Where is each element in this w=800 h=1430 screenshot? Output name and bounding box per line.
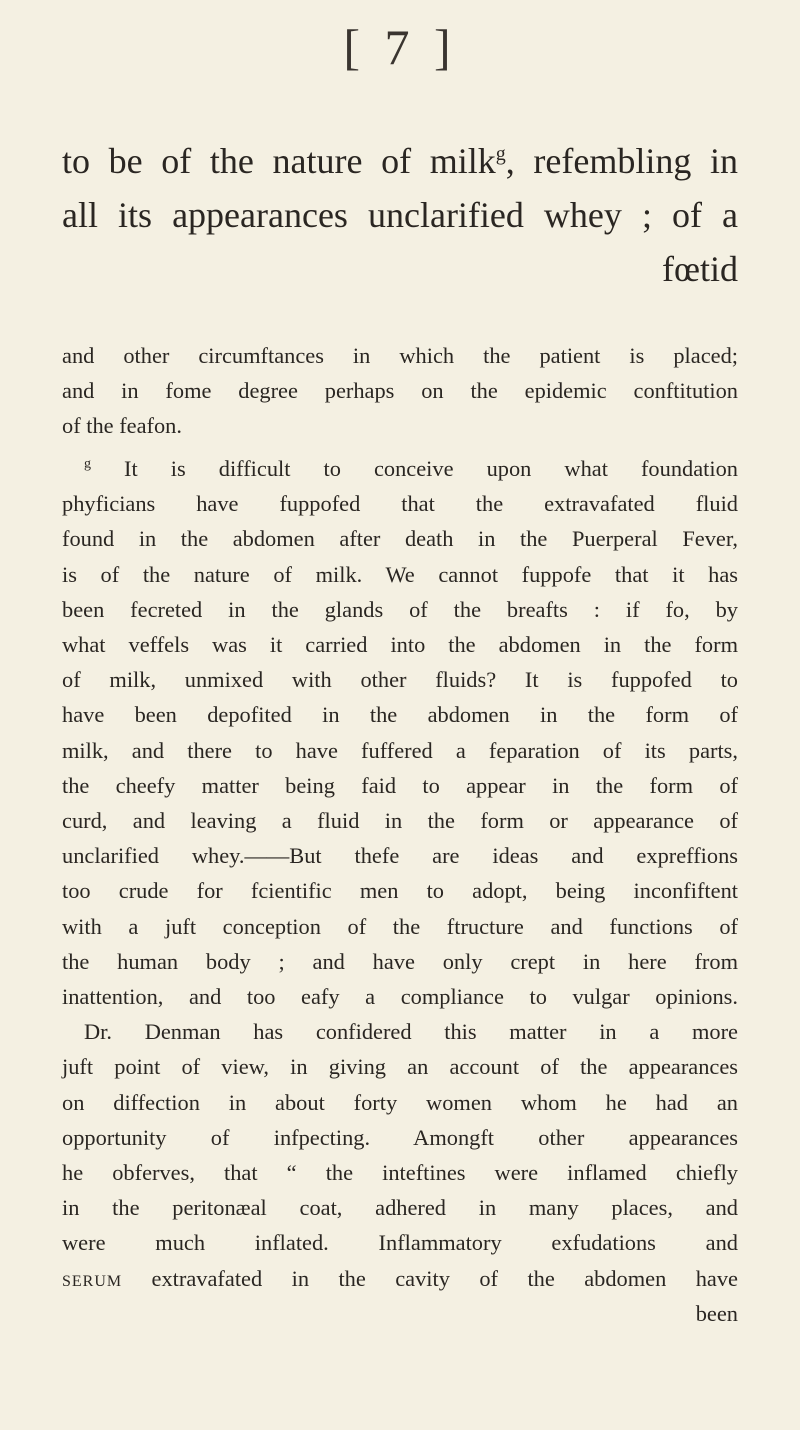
footnote-line: of milk, unmixed with other fluids? It is fuppofed to: [62, 667, 738, 693]
main-text-segment: , refembling in: [505, 141, 738, 181]
footnote-line: were much inflated. Inflammatory exfudations and: [62, 1230, 738, 1256]
note-reference-mark: g: [495, 143, 506, 165]
footnote-line: have been depofited in the abdomen in the form of: [62, 702, 738, 728]
footnote-line: too crude for fcientific men to adopt, being inconfiftent: [62, 878, 738, 904]
footnote-line: he obferves, that “ the inteftines were inflamed chiefly: [62, 1160, 738, 1186]
smallcaps-word: serum: [62, 1265, 123, 1291]
footnote-line: milk, and there to have fuffered a feparation of its parts,: [62, 737, 738, 763]
footnote-line: inattention, and too eafy a compliance to vulgar opinions.: [62, 984, 738, 1010]
footnote-text: It is difficult to conceive upon what foundation: [124, 456, 738, 481]
page-number: [ 7 ]: [343, 19, 457, 75]
footnote-line: found in the abdomen after death in the Puerperal Fever,: [62, 526, 738, 552]
main-text-line: [62, 134, 738, 188]
footnote-line: the cheefy matter being faid to appear in the form of: [62, 772, 738, 798]
catchword: been: [695, 1300, 738, 1326]
footnote-line: of the feafon.: [62, 413, 182, 439]
footnote-line: on diffection in about forty women whom he had an: [62, 1089, 738, 1115]
footnote-line: is of the nature of milk. We cannot fuppofe that it has: [62, 561, 738, 587]
footnote-g: [62, 451, 738, 1331]
footnote-line: Dr. Denman has confidered this matter in a more: [84, 1019, 738, 1045]
main-text: [62, 134, 738, 296]
footnote-line: in the peritonæal coat, adhered in many places, and: [62, 1195, 738, 1221]
footnote-continuation: [62, 338, 738, 444]
footnote-line: unclarified whey.——But thefe are ideas and expreffions: [62, 843, 738, 869]
footnote-line: juft point of view, in giving an account of the appearances: [62, 1054, 738, 1080]
footnote-line: and in fome degree perhaps on the epidemic conftitution: [62, 378, 738, 404]
footnote-line: what veffels was it carried into the abdomen in the form: [62, 632, 738, 658]
footnote-line: [62, 1261, 738, 1296]
footnote-text: extravafated in the cavity of the abdomen have: [122, 1265, 738, 1291]
main-text-segment: to be of the nature of milk: [62, 141, 496, 181]
footnote-line: [62, 451, 738, 486]
main-text-line: all its appearances unclarified whey ; of a: [62, 195, 738, 235]
footnote-line: with a juft conception of the ftructure and functions of: [62, 913, 738, 939]
catchword: fœtid: [662, 249, 738, 289]
footnote-line: phyficians have fuppofed that the extravafated fluid: [62, 491, 738, 517]
footnote-line: opportunity of infpecting. Amongft other appearances: [62, 1124, 738, 1150]
footnote-line: and other circumftances in which the patient is placed;: [62, 343, 738, 368]
footnote-line: curd, and leaving a fluid in the form or appearance of: [62, 808, 738, 834]
footnote-line: the human body ; and have only crept in here from: [62, 948, 738, 974]
footnote-line: been fecreted in the glands of the breafts : if fo, by: [62, 596, 738, 622]
footnote-mark: g: [84, 456, 91, 472]
